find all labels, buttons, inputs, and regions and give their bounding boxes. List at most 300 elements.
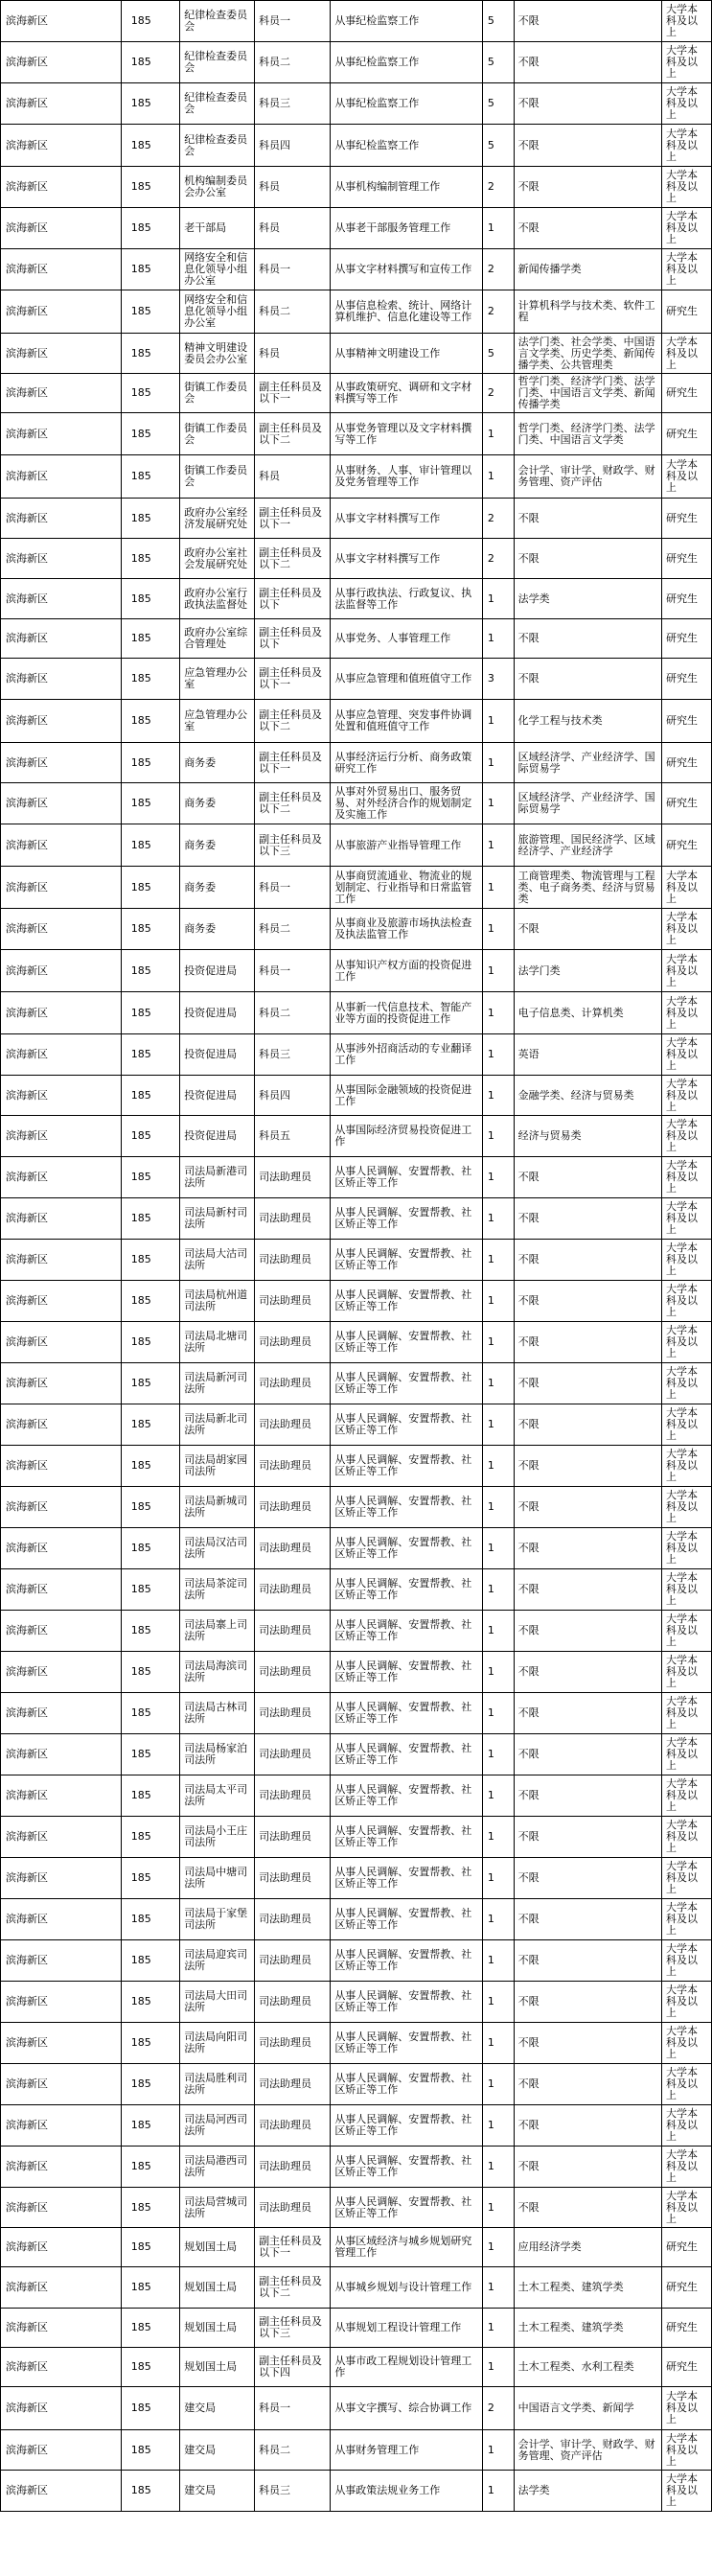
count-cell: 1: [482, 1982, 514, 2023]
major-cell: 不限: [514, 2105, 661, 2147]
code-cell: 185: [121, 1982, 179, 2023]
duty-cell: 从事涉外招商活动的专业翻译工作: [331, 1034, 483, 1076]
major-cell: 电子信息类、计算机类: [514, 992, 661, 1034]
code-cell: 185: [121, 2023, 179, 2064]
district-cell: 滨海新区: [1, 867, 122, 909]
major-cell: 不限: [514, 1528, 661, 1569]
unit-cell: 规划国土局: [180, 2348, 255, 2387]
unit-cell: 司法局茶淀司法所: [180, 1569, 255, 1611]
education-cell: 大学本科及以上: [662, 2023, 712, 2064]
major-cell: 不限: [514, 1652, 661, 1693]
unit-cell: 政府办公室综合管理处: [180, 619, 255, 659]
district-cell: 滨海新区: [1, 1693, 122, 1734]
count-cell: 1: [482, 950, 514, 992]
major-cell: 不限: [514, 1817, 661, 1858]
table-row: [1, 1116, 712, 1157]
code-cell: 185: [121, 83, 179, 125]
unit-cell: 街镇工作委员会: [180, 413, 255, 455]
count-cell: 1: [482, 783, 514, 824]
district-cell: 滨海新区: [1, 824, 122, 867]
unit-cell: 司法局汉沽司法所: [180, 1528, 255, 1569]
major-cell: 化学工程与技术类: [514, 700, 661, 743]
position-cell: 科员二: [255, 290, 331, 334]
major-cell: 不限: [514, 1775, 661, 1817]
district-cell: 滨海新区: [1, 1775, 122, 1817]
duty-cell: 从事文字材料撰写和宣传工作: [331, 249, 483, 290]
unit-cell: 政府办公室社会发展研究处: [180, 539, 255, 579]
duty-cell: 从事文字撰写、综合协调工作: [331, 2387, 483, 2430]
unit-cell: 司法局寨上司法所: [180, 1611, 255, 1652]
table-row: [1, 42, 712, 83]
table-row: [1, 1487, 712, 1528]
table-row: [1, 579, 712, 619]
count-cell: 1: [482, 1116, 514, 1157]
table-row: [1, 2188, 712, 2228]
major-cell: 不限: [514, 125, 661, 167]
position-cell: 副主任科员及以下一: [255, 659, 331, 700]
code-cell: 185: [121, 2348, 179, 2387]
code-cell: 185: [121, 413, 179, 455]
count-cell: 2: [482, 249, 514, 290]
code-cell: 185: [121, 2387, 179, 2430]
table-row: [1, 2023, 712, 2064]
district-cell: 滨海新区: [1, 2188, 122, 2228]
unit-cell: 司法局新河司法所: [180, 1363, 255, 1404]
code-cell: 185: [121, 499, 179, 539]
code-cell: 185: [121, 1528, 179, 1569]
education-cell: 研究生: [662, 783, 712, 824]
table-row: [1, 619, 712, 659]
education-cell: 研究生: [662, 2267, 712, 2309]
unit-cell: 规划国土局: [180, 2309, 255, 2348]
district-cell: 滨海新区: [1, 1240, 122, 1281]
education-cell: 大学本科及以上: [662, 455, 712, 499]
unit-cell: 司法局港西司法所: [180, 2147, 255, 2188]
position-cell: 科员三: [255, 2471, 331, 2512]
major-cell: 不限: [514, 909, 661, 950]
education-cell: 大学本科及以上: [662, 2387, 712, 2430]
education-cell: 大学本科及以上: [662, 1734, 712, 1775]
table-row: [1, 1034, 712, 1076]
education-cell: 研究生: [662, 499, 712, 539]
major-cell: 法学门类: [514, 950, 661, 992]
count-cell: 1: [482, 2188, 514, 2228]
district-cell: 滨海新区: [1, 2267, 122, 2309]
code-cell: 185: [121, 334, 179, 374]
code-cell: 185: [121, 1487, 179, 1528]
table-row: [1, 1940, 712, 1982]
unit-cell: 司法局大沽司法所: [180, 1240, 255, 1281]
district-cell: 滨海新区: [1, 992, 122, 1034]
table-row: [1, 167, 712, 208]
table-row: [1, 290, 712, 334]
code-cell: 185: [121, 909, 179, 950]
unit-cell: 街镇工作委员会: [180, 455, 255, 499]
position-cell: 司法助理员: [255, 1198, 331, 1240]
major-cell: 不限: [514, 499, 661, 539]
unit-cell: 司法局杭州道司法所: [180, 1281, 255, 1322]
code-cell: 185: [121, 743, 179, 783]
unit-cell: 司法局小王庄司法所: [180, 1817, 255, 1858]
education-cell: 大学本科及以上: [662, 909, 712, 950]
position-cell: 科员: [255, 208, 331, 249]
code-cell: 185: [121, 125, 179, 167]
unit-cell: 纪律检查委员会: [180, 42, 255, 83]
code-cell: 185: [121, 659, 179, 700]
district-cell: 滨海新区: [1, 1611, 122, 1652]
position-cell: 副主任科员及以下三: [255, 824, 331, 867]
unit-cell: 精神文明建设委员会办公室: [180, 334, 255, 374]
major-cell: 会计学、审计学、财政学、财务管理、资产评估: [514, 2430, 661, 2471]
code-cell: 185: [121, 1569, 179, 1611]
duty-cell: 从事区域经济与城乡规划研究管理工作: [331, 2228, 483, 2267]
duty-cell: 从事精神文明建设工作: [331, 334, 483, 374]
duty-cell: 从事党务、人事管理工作: [331, 619, 483, 659]
duty-cell: 从事人民调解、安置帮教、社区矫正等工作: [331, 1899, 483, 1940]
count-cell: 1: [482, 1734, 514, 1775]
code-cell: 185: [121, 867, 179, 909]
education-cell: 大学本科及以上: [662, 2188, 712, 2228]
district-cell: 滨海新区: [1, 167, 122, 208]
unit-cell: 政府办公室经济发展研究处: [180, 499, 255, 539]
count-cell: 1: [482, 2471, 514, 2512]
district-cell: 滨海新区: [1, 1363, 122, 1404]
count-cell: 1: [482, 1693, 514, 1734]
table-row: [1, 867, 712, 909]
major-cell: 旅游管理、国民经济学、区域经济学、产业经济学: [514, 824, 661, 867]
education-cell: 大学本科及以上: [662, 1240, 712, 1281]
duty-cell: 从事党务管理以及文字材料撰写等工作: [331, 413, 483, 455]
duty-cell: 从事人民调解、安置帮教、社区矫正等工作: [331, 1528, 483, 1569]
count-cell: 2: [482, 499, 514, 539]
table-row: [1, 1404, 712, 1446]
duty-cell: 从事机构编制管理工作: [331, 167, 483, 208]
unit-cell: 纪律检查委员会: [180, 125, 255, 167]
unit-cell: 商务委: [180, 783, 255, 824]
major-cell: 金融学类、经济与贸易类: [514, 1076, 661, 1116]
position-cell: 司法助理员: [255, 2023, 331, 2064]
district-cell: 滨海新区: [1, 783, 122, 824]
district-cell: 滨海新区: [1, 659, 122, 700]
duty-cell: 从事人民调解、安置帮教、社区矫正等工作: [331, 1734, 483, 1775]
position-cell: 司法助理员: [255, 1569, 331, 1611]
education-cell: 研究生: [662, 700, 712, 743]
major-cell: 土木工程类、建筑学类: [514, 2309, 661, 2348]
unit-cell: 应急管理办公室: [180, 659, 255, 700]
unit-cell: 司法局河西司法所: [180, 2105, 255, 2147]
count-cell: 2: [482, 374, 514, 413]
duty-cell: 从事人民调解、安置帮教、社区矫正等工作: [331, 1363, 483, 1404]
major-cell: 不限: [514, 1693, 661, 1734]
education-cell: 大学本科及以上: [662, 1775, 712, 1817]
table-row: [1, 2147, 712, 2188]
education-cell: 大学本科及以上: [662, 1076, 712, 1116]
duty-cell: 从事文字材料撰写工作: [331, 539, 483, 579]
district-cell: 滨海新区: [1, 909, 122, 950]
education-cell: 大学本科及以上: [662, 1198, 712, 1240]
position-cell: 司法助理员: [255, 2147, 331, 2188]
duty-cell: 从事人民调解、安置帮教、社区矫正等工作: [331, 1281, 483, 1322]
position-cell: 司法助理员: [255, 1817, 331, 1858]
duty-cell: 从事信息检索、统计、网络计算机维护、信息化建设等工作: [331, 290, 483, 334]
table-row: [1, 1, 712, 42]
unit-cell: 司法局新城司法所: [180, 1487, 255, 1528]
unit-cell: 商务委: [180, 867, 255, 909]
major-cell: 土木工程类、建筑学类: [514, 2267, 661, 2309]
position-cell: 副主任科员及以下二: [255, 783, 331, 824]
position-cell: 科员: [255, 455, 331, 499]
duty-cell: 从事人民调解、安置帮教、社区矫正等工作: [331, 1858, 483, 1899]
code-cell: 185: [121, 2309, 179, 2348]
position-cell: 科员二: [255, 42, 331, 83]
district-cell: 滨海新区: [1, 579, 122, 619]
count-cell: 1: [482, 1363, 514, 1404]
unit-cell: 投资促进局: [180, 992, 255, 1034]
unit-cell: 司法局胡家园司法所: [180, 1446, 255, 1487]
major-cell: 法学类: [514, 2471, 661, 2512]
education-cell: 研究生: [662, 2309, 712, 2348]
unit-cell: 老干部局: [180, 208, 255, 249]
code-cell: 185: [121, 783, 179, 824]
district-cell: 滨海新区: [1, 950, 122, 992]
duty-cell: 从事人民调解、安置帮教、社区矫正等工作: [331, 1157, 483, 1198]
code-cell: 185: [121, 1034, 179, 1076]
unit-cell: 投资促进局: [180, 950, 255, 992]
count-cell: 1: [482, 2023, 514, 2064]
district-cell: 滨海新区: [1, 208, 122, 249]
position-cell: 科员三: [255, 83, 331, 125]
count-cell: 1: [482, 2064, 514, 2105]
duty-cell: 从事国际金融领域的投资促进工作: [331, 1076, 483, 1116]
position-cell: 副主任科员及以下三: [255, 2309, 331, 2348]
code-cell: 185: [121, 374, 179, 413]
district-cell: 滨海新区: [1, 499, 122, 539]
duty-cell: 从事人民调解、安置帮教、社区矫正等工作: [331, 1982, 483, 2023]
education-cell: 大学本科及以上: [662, 167, 712, 208]
position-cell: 科员二: [255, 909, 331, 950]
district-cell: 滨海新区: [1, 455, 122, 499]
major-cell: 会计学、审计学、财政学、财务管理、资产评估: [514, 455, 661, 499]
duty-cell: 从事城乡规划与设计管理工作: [331, 2267, 483, 2309]
count-cell: 1: [482, 2147, 514, 2188]
table-row: [1, 374, 712, 413]
education-cell: 大学本科及以上: [662, 1982, 712, 2023]
education-cell: 大学本科及以上: [662, 1940, 712, 1982]
code-cell: 185: [121, 1404, 179, 1446]
table-row: [1, 1198, 712, 1240]
table-row: [1, 2228, 712, 2267]
table-row: [1, 1281, 712, 1322]
table-row: [1, 1652, 712, 1693]
district-cell: 滨海新区: [1, 2147, 122, 2188]
education-cell: 大学本科及以上: [662, 867, 712, 909]
education-cell: 研究生: [662, 290, 712, 334]
education-cell: 大学本科及以上: [662, 1034, 712, 1076]
duty-cell: 从事人民调解、安置帮教、社区矫正等工作: [331, 1652, 483, 1693]
code-cell: 185: [121, 208, 179, 249]
table-row: [1, 334, 712, 374]
table-row: [1, 2387, 712, 2430]
position-cell: 科员二: [255, 992, 331, 1034]
position-cell: 司法助理员: [255, 1281, 331, 1322]
unit-cell: 商务委: [180, 743, 255, 783]
major-cell: 不限: [514, 1734, 661, 1775]
count-cell: 1: [482, 909, 514, 950]
position-cell: 副主任科员及以下: [255, 579, 331, 619]
duty-cell: 从事人民调解、安置帮教、社区矫正等工作: [331, 1611, 483, 1652]
count-cell: 1: [482, 743, 514, 783]
table-row: [1, 539, 712, 579]
position-cell: 科员二: [255, 2430, 331, 2471]
major-cell: 不限: [514, 42, 661, 83]
position-cell: 司法助理员: [255, 1322, 331, 1363]
table-row: [1, 2309, 712, 2348]
count-cell: 1: [482, 1240, 514, 1281]
education-cell: 研究生: [662, 619, 712, 659]
position-cell: 副主任科员及以下一: [255, 499, 331, 539]
district-cell: 滨海新区: [1, 83, 122, 125]
duty-cell: 从事旅游产业指导管理工作: [331, 824, 483, 867]
duty-cell: 从事应急管理和值班值守工作: [331, 659, 483, 700]
district-cell: 滨海新区: [1, 1322, 122, 1363]
district-cell: 滨海新区: [1, 1034, 122, 1076]
unit-cell: 街镇工作委员会: [180, 374, 255, 413]
duty-cell: 从事知识产权方面的投资促进工作: [331, 950, 483, 992]
code-cell: 185: [121, 950, 179, 992]
count-cell: 5: [482, 42, 514, 83]
district-cell: 滨海新区: [1, 2348, 122, 2387]
district-cell: 滨海新区: [1, 619, 122, 659]
position-cell: 司法助理员: [255, 1487, 331, 1528]
duty-cell: 从事人民调解、安置帮教、社区矫正等工作: [331, 2188, 483, 2228]
table-row: [1, 1693, 712, 1734]
unit-cell: 投资促进局: [180, 1116, 255, 1157]
count-cell: 5: [482, 334, 514, 374]
district-cell: 滨海新区: [1, 1940, 122, 1982]
district-cell: 滨海新区: [1, 743, 122, 783]
position-cell: 司法助理员: [255, 2105, 331, 2147]
table-row: [1, 1363, 712, 1404]
count-cell: 1: [482, 824, 514, 867]
major-cell: 英语: [514, 1034, 661, 1076]
district-cell: 滨海新区: [1, 1487, 122, 1528]
major-cell: 不限: [514, 1281, 661, 1322]
code-cell: 185: [121, 1116, 179, 1157]
duty-cell: 从事人民调解、安置帮教、社区矫正等工作: [331, 1693, 483, 1734]
position-cell: 科员一: [255, 1, 331, 42]
duty-cell: 从事人民调解、安置帮教、社区矫正等工作: [331, 1404, 483, 1446]
position-cell: 科员四: [255, 1076, 331, 1116]
code-cell: 185: [121, 539, 179, 579]
code-cell: 185: [121, 1446, 179, 1487]
unit-cell: 司法局向阳司法所: [180, 2023, 255, 2064]
major-cell: 不限: [514, 2064, 661, 2105]
district-cell: 滨海新区: [1, 1652, 122, 1693]
unit-cell: 政府办公室行政执法监督处: [180, 579, 255, 619]
code-cell: 185: [121, 1775, 179, 1817]
major-cell: 不限: [514, 1611, 661, 1652]
table-row: [1, 700, 712, 743]
unit-cell: 建交局: [180, 2471, 255, 2512]
duty-cell: 从事人民调解、安置帮教、社区矫正等工作: [331, 1487, 483, 1528]
major-cell: 哲学门类、经济学门类、法学门类、中国语言文学类: [514, 413, 661, 455]
major-cell: 中国语言文学类、新闻学: [514, 2387, 661, 2430]
count-cell: 1: [482, 1034, 514, 1076]
table-row: [1, 1446, 712, 1487]
code-cell: 185: [121, 1858, 179, 1899]
code-cell: 185: [121, 619, 179, 659]
count-cell: 3: [482, 659, 514, 700]
duty-cell: 从事人民调解、安置帮教、社区矫正等工作: [331, 1940, 483, 1982]
duty-cell: 从事新一代信息技术、智能产业等方面的投资促进工作: [331, 992, 483, 1034]
education-cell: 大学本科及以上: [662, 1404, 712, 1446]
duty-cell: 从事对外贸易出口、服务贸易、对外经济合作的规划制定及实施工作: [331, 783, 483, 824]
table-row: [1, 1569, 712, 1611]
major-cell: 不限: [514, 1240, 661, 1281]
position-cell: 副主任科员及以下二: [255, 539, 331, 579]
district-cell: 滨海新区: [1, 1446, 122, 1487]
duty-cell: 从事纪检监察工作: [331, 83, 483, 125]
education-cell: 研究生: [662, 659, 712, 700]
count-cell: 1: [482, 1858, 514, 1899]
major-cell: 不限: [514, 1858, 661, 1899]
table-row: [1, 743, 712, 783]
duty-cell: 从事人民调解、安置帮教、社区矫正等工作: [331, 1240, 483, 1281]
education-cell: 大学本科及以上: [662, 208, 712, 249]
position-cell: 司法助理员: [255, 1157, 331, 1198]
count-cell: 1: [482, 2309, 514, 2348]
education-cell: 大学本科及以上: [662, 992, 712, 1034]
table-row: [1, 1611, 712, 1652]
education-cell: 大学本科及以上: [662, 1569, 712, 1611]
count-cell: 1: [482, 1775, 514, 1817]
unit-cell: 建交局: [180, 2430, 255, 2471]
unit-cell: 司法局新北司法所: [180, 1404, 255, 1446]
district-cell: 滨海新区: [1, 2105, 122, 2147]
table-row: [1, 499, 712, 539]
education-cell: 大学本科及以上: [662, 42, 712, 83]
duty-cell: 从事财务、人事、审计管理以及党务管理等工作: [331, 455, 483, 499]
count-cell: 1: [482, 1076, 514, 1116]
duty-cell: 从事纪检监察工作: [331, 125, 483, 167]
code-cell: 185: [121, 1240, 179, 1281]
table-row: [1, 83, 712, 125]
education-cell: 大学本科及以上: [662, 1817, 712, 1858]
education-cell: 大学本科及以上: [662, 1611, 712, 1652]
position-cell: 科员三: [255, 1034, 331, 1076]
code-cell: 185: [121, 1899, 179, 1940]
position-cell: 科员一: [255, 249, 331, 290]
table-row: [1, 455, 712, 499]
major-cell: 不限: [514, 1940, 661, 1982]
table-row: [1, 208, 712, 249]
duty-cell: 从事商贸流通业、物流业的规划制定、行业指导和日常监管工作: [331, 867, 483, 909]
table-body: [1, 1, 712, 2512]
major-cell: 哲学门类、经济学门类、法学门类、中国语言文学类、新闻传播学类: [514, 374, 661, 413]
code-cell: 185: [121, 1693, 179, 1734]
district-cell: 滨海新区: [1, 1569, 122, 1611]
code-cell: 185: [121, 249, 179, 290]
education-cell: 大学本科及以上: [662, 1, 712, 42]
count-cell: 5: [482, 1, 514, 42]
major-cell: 土木工程类、水利工程类: [514, 2348, 661, 2387]
duty-cell: 从事政策研究、调研和文字材料撰写等工作: [331, 374, 483, 413]
count-cell: 1: [482, 1404, 514, 1446]
count-cell: 1: [482, 1817, 514, 1858]
table-row: [1, 824, 712, 867]
table-row: [1, 1076, 712, 1116]
code-cell: 185: [121, 2267, 179, 2309]
